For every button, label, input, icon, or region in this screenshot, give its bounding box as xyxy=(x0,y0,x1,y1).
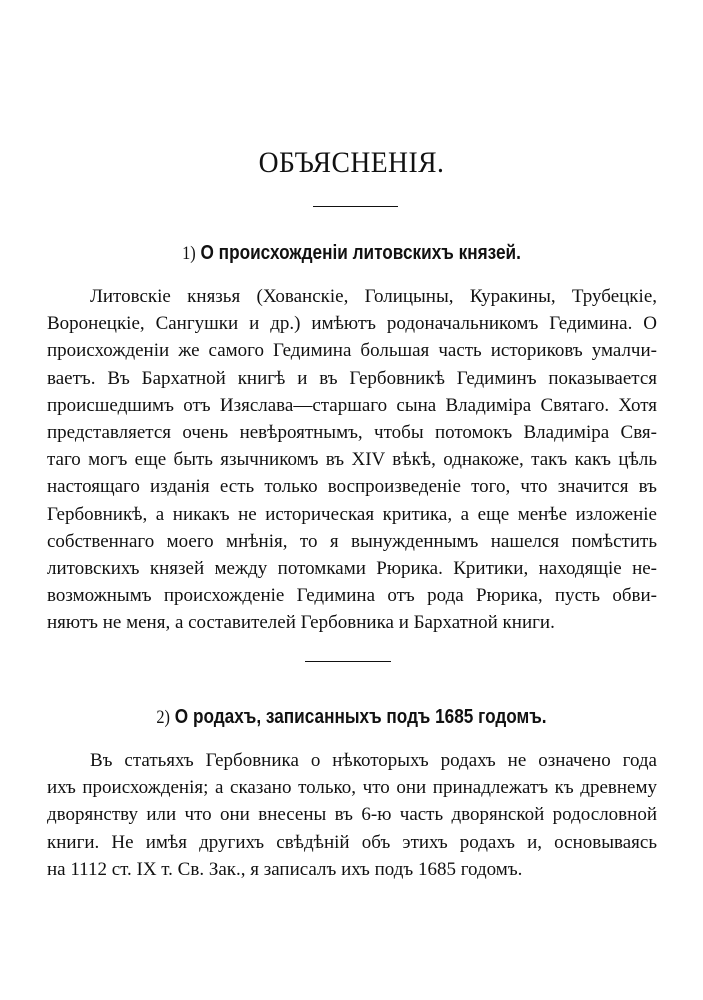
title-divider xyxy=(313,206,398,207)
paragraph-line: Въ статьяхъ Гербовника о нѣкоторыхъ родахъ не означено года xyxy=(90,750,657,771)
section-2-title: О родахъ, записанныхъ подъ 1685 годомъ. xyxy=(174,706,547,728)
paragraph-line: книги. Не имѣя другихъ свѣдѣній объ этихъ родахъ и, основываясь xyxy=(47,831,657,853)
section-1-title: О происхожденіи литовскихъ князей. xyxy=(200,242,521,264)
section-1-paragraph xyxy=(47,283,657,636)
section-2-paragraph xyxy=(47,747,657,883)
paragraph-line: няютъ не меня, а составителей Гербовника и Бархатной книги. xyxy=(47,612,555,634)
paragraph-line: возможнымъ происхожденіе Гедимина отъ рода Рюрика, пусть обви- xyxy=(47,585,657,607)
paragraph-line: происшедшимъ отъ Изяслава—старшаго сына Владиміра Святаго. Хотя xyxy=(47,394,657,416)
paragraph-line: таго могъ еще быть язычникомъ въ XIV вѣкѣ, однакоже, такъ какъ цѣль xyxy=(47,449,657,471)
paragraph-line: дворянству или что они внесены въ 6-ю часть дворянской родословной xyxy=(47,804,657,826)
paragraph-line: Литовскіе князья (Хованскіе, Голицыны, Куракины, Трубецкіе, xyxy=(90,286,657,307)
paragraph-line: Воронецкіе, Сангушки и др.) имѣютъ родоначальникомъ Гедимина. О xyxy=(47,313,657,335)
paragraph-line: на 1112 ст. IX т. Св. Зак., я записалъ ихъ подъ 1685 годомъ. xyxy=(47,858,523,880)
paragraph-line: ихъ происхожденія; а сказано только, что они принадлежатъ къ древнему xyxy=(47,777,657,799)
paragraph-line: собственнаго моего мнѣнія, то я вынужденнымъ нашелся помѣстить xyxy=(47,530,657,552)
section-2-number: 2) xyxy=(156,707,170,728)
paragraph-line: представляется очень невѣроятнымъ, чтобы потомокъ Владиміра Свя- xyxy=(47,421,657,443)
page-title: ОБЪЯСНЕНІЯ. xyxy=(258,146,445,179)
section-1-heading xyxy=(49,242,654,265)
paragraph-line: настоящаго изданія есть только воспроизведеніе того, что значится въ xyxy=(47,476,657,498)
paragraph-line: Гербовникѣ, а никакъ не историческая критика, а еще менѣе изложеніе xyxy=(47,503,657,525)
paragraph-line: литовскихъ князей между потомками Рюрика. Критики, находящіе не- xyxy=(47,557,657,579)
section-2-heading xyxy=(49,706,654,729)
paragraph-line: ваетъ. Въ Бархатной книгѣ и въ Гербовникѣ Гедиминъ показывается xyxy=(47,367,657,389)
paragraph-line: происхожденіи же самого Гедимина большая часть историковъ умалчи- xyxy=(47,340,657,362)
section-divider xyxy=(305,661,391,662)
section-1-number: 1) xyxy=(182,243,196,264)
